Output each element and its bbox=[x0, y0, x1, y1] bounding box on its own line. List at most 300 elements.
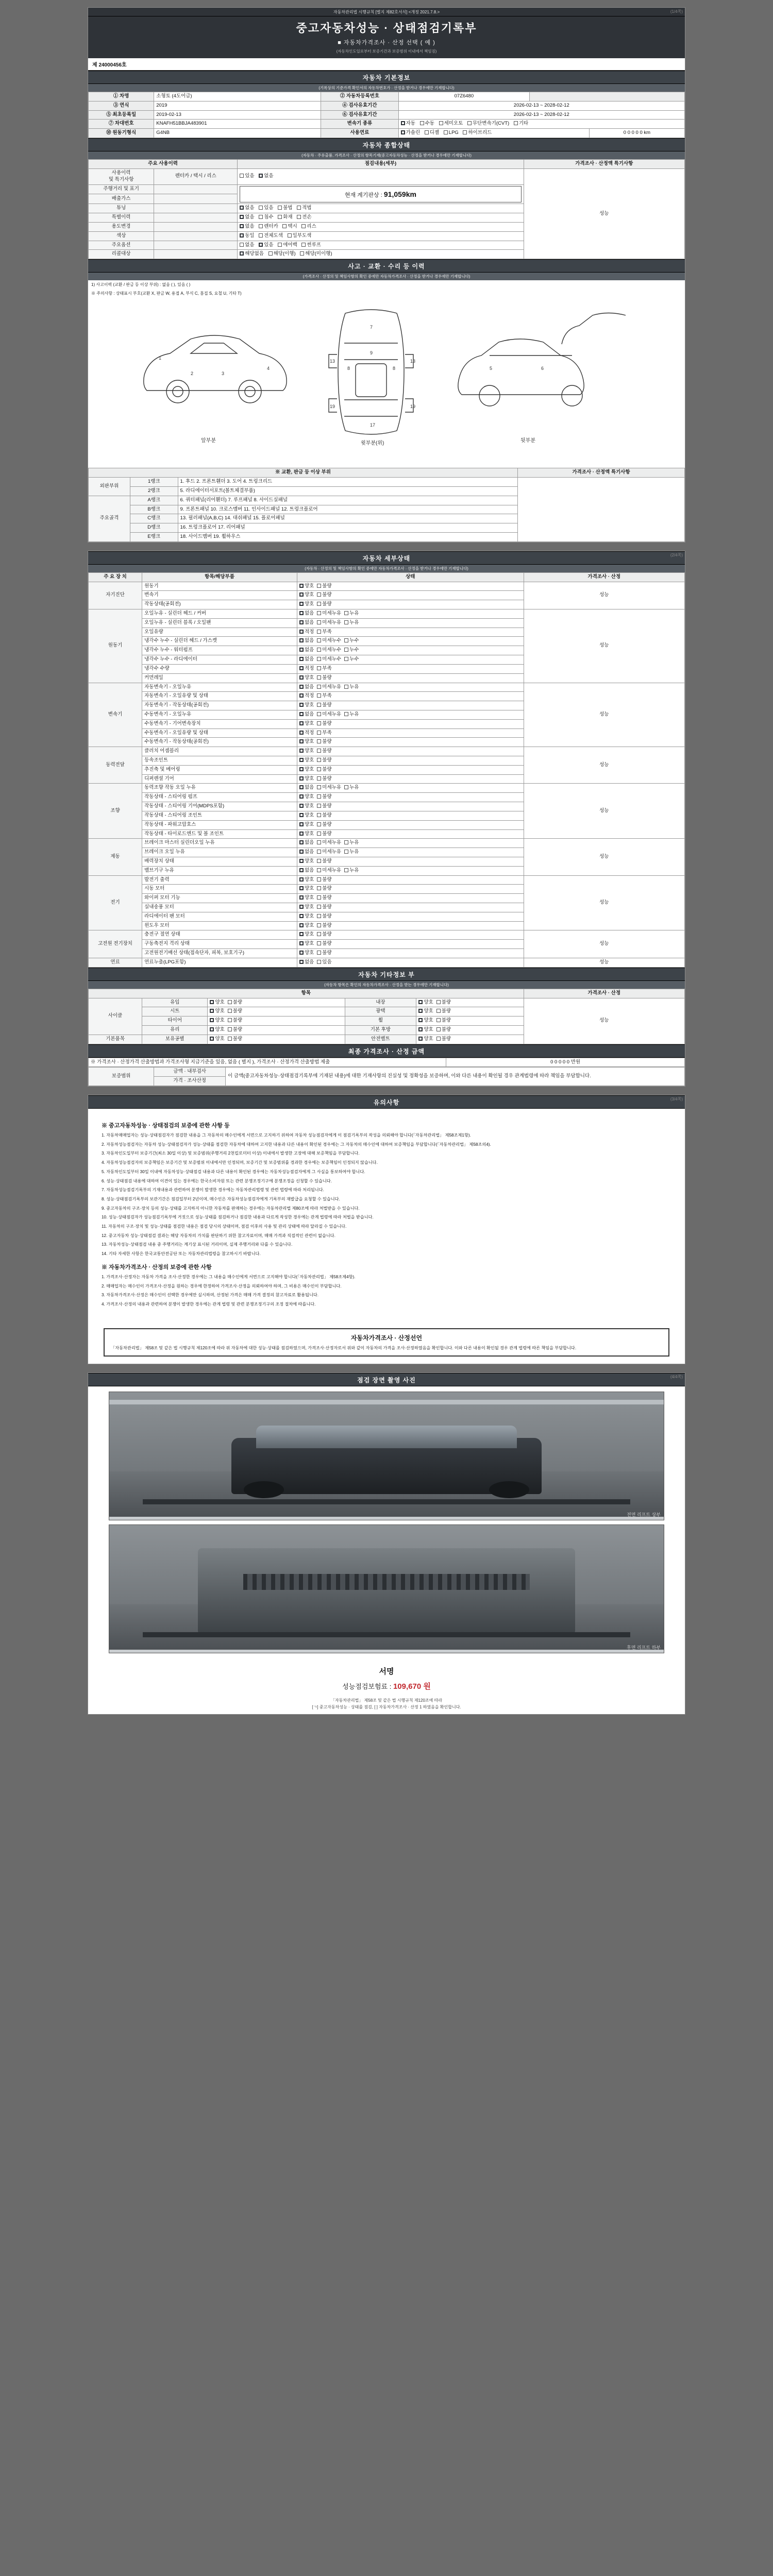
option-checkbox[interactable] bbox=[210, 999, 224, 1006]
transmission-option[interactable]: 자동 bbox=[401, 121, 415, 127]
checkbox-icon[interactable] bbox=[317, 731, 321, 735]
option-checkbox[interactable] bbox=[299, 803, 314, 810]
checkbox-icon[interactable] bbox=[317, 592, 321, 597]
option-checkbox[interactable] bbox=[317, 923, 331, 929]
checkbox-icon[interactable] bbox=[418, 1000, 423, 1004]
detail-group-label: 변속기 bbox=[89, 683, 142, 747]
option-checkbox[interactable] bbox=[228, 1008, 242, 1015]
checkbox-icon[interactable] bbox=[317, 620, 321, 624]
option-checkbox[interactable] bbox=[299, 592, 314, 599]
photo-lift-arm bbox=[143, 1632, 631, 1637]
option-checkbox[interactable] bbox=[317, 941, 331, 947]
option-checkbox[interactable] bbox=[436, 1027, 451, 1033]
option-checkbox[interactable] bbox=[299, 721, 314, 727]
option-checkbox[interactable] bbox=[317, 767, 331, 773]
checkbox-icon[interactable] bbox=[317, 675, 321, 680]
checkbox-icon[interactable] bbox=[299, 592, 304, 597]
fuel-option[interactable]: 디젤 bbox=[425, 130, 439, 137]
photo-floor-strip bbox=[109, 1650, 664, 1653]
checkbox-icon[interactable] bbox=[317, 905, 321, 909]
option-checkbox[interactable] bbox=[317, 868, 341, 874]
option-checkbox[interactable] bbox=[344, 849, 359, 856]
option-checkbox[interactable]: 해당(이행) bbox=[268, 251, 296, 258]
option-checkbox[interactable] bbox=[317, 711, 341, 718]
option-checkbox[interactable] bbox=[344, 711, 359, 718]
checkbox-icon[interactable] bbox=[299, 868, 304, 872]
option-checkbox[interactable] bbox=[317, 840, 341, 846]
checkbox-icon[interactable] bbox=[436, 1018, 441, 1022]
option-checkbox[interactable]: 없음 bbox=[240, 224, 254, 230]
checkbox-icon[interactable] bbox=[299, 923, 304, 927]
checkbox-icon[interactable] bbox=[299, 630, 304, 634]
option-checkbox[interactable]: 해당(미이행) bbox=[300, 251, 332, 258]
fuel-option[interactable]: 가솔린 bbox=[401, 130, 421, 137]
option-checkbox[interactable] bbox=[317, 620, 341, 626]
value-first-reg: 2019-02-13 bbox=[154, 110, 321, 120]
option-checkbox[interactable] bbox=[299, 858, 314, 865]
option-checkbox[interactable] bbox=[436, 1036, 451, 1043]
checkbox-icon[interactable] bbox=[299, 739, 304, 743]
option-checkbox[interactable]: 썬루프 bbox=[301, 242, 321, 249]
checkbox-icon[interactable] bbox=[317, 630, 321, 634]
option-label: 불량 bbox=[322, 757, 332, 764]
checkbox-icon[interactable] bbox=[344, 840, 348, 844]
option-checkbox[interactable] bbox=[317, 757, 331, 764]
checkbox-icon[interactable] bbox=[299, 638, 304, 642]
checkbox-icon[interactable] bbox=[418, 1027, 423, 1031]
option-checkbox[interactable]: 전체도색 bbox=[259, 233, 283, 240]
option-checkbox[interactable] bbox=[210, 1036, 224, 1043]
checkbox-icon[interactable] bbox=[299, 804, 304, 808]
checkbox-icon[interactable] bbox=[210, 1018, 214, 1022]
accident-note-2: ※ 주의사항 : 상태표시 부호(교환 X, 판금 W, 용접 A, 부식 C, 흠집 S, 요철 U, 기타 T) bbox=[91, 291, 242, 296]
option-checkbox[interactable] bbox=[344, 656, 359, 663]
option-checkbox[interactable] bbox=[436, 1008, 451, 1015]
checkbox-icon[interactable] bbox=[299, 767, 304, 771]
option-checkbox[interactable] bbox=[299, 620, 314, 626]
checkbox-icon[interactable] bbox=[344, 620, 348, 624]
option-label: 양호 bbox=[304, 950, 314, 956]
option-checkbox[interactable] bbox=[299, 812, 314, 819]
option-checkbox[interactable] bbox=[344, 611, 359, 617]
option-checkbox[interactable] bbox=[299, 776, 314, 783]
option-label: 양호 bbox=[304, 922, 314, 928]
checkbox-icon[interactable] bbox=[210, 1009, 214, 1013]
option-checkbox[interactable]: 적법 bbox=[297, 205, 311, 212]
option-checkbox[interactable] bbox=[210, 1027, 224, 1033]
checkbox-icon[interactable] bbox=[436, 1037, 441, 1041]
transmission-option[interactable]: 세미오토 bbox=[439, 121, 463, 127]
option-checkbox[interactable] bbox=[317, 592, 331, 599]
option-checkbox[interactable] bbox=[317, 748, 331, 755]
option-checkbox[interactable]: 침수 bbox=[259, 214, 273, 221]
checkbox-icon[interactable] bbox=[317, 767, 321, 771]
checkbox-icon[interactable] bbox=[299, 648, 304, 652]
option-checkbox[interactable] bbox=[317, 959, 331, 966]
option-checkbox[interactable] bbox=[299, 730, 314, 737]
option-checkbox[interactable] bbox=[299, 684, 314, 691]
option-checkbox[interactable] bbox=[317, 666, 331, 672]
option-label: 불량 bbox=[441, 1026, 451, 1032]
checkbox-icon[interactable] bbox=[299, 960, 304, 964]
option-checkbox[interactable] bbox=[299, 656, 314, 663]
checkbox-icon[interactable] bbox=[436, 1027, 441, 1031]
section-notice: 유의사항 bbox=[88, 1095, 685, 1109]
car-damage-diagram[interactable] bbox=[88, 298, 685, 468]
checkbox-icon[interactable] bbox=[317, 584, 321, 588]
option-checkbox[interactable] bbox=[299, 767, 314, 773]
checkbox-icon[interactable] bbox=[344, 785, 348, 789]
option-checkbox[interactable]: 없음 bbox=[240, 242, 254, 249]
option-checkbox[interactable] bbox=[344, 684, 359, 691]
option-label: 누유 bbox=[349, 785, 359, 791]
fuel-option[interactable]: LPG bbox=[444, 130, 459, 137]
checkbox-icon[interactable] bbox=[436, 1009, 441, 1013]
detail-item-options bbox=[297, 701, 524, 710]
option-checkbox[interactable]: 있음 bbox=[259, 205, 273, 212]
option-checkbox[interactable] bbox=[317, 702, 331, 709]
checkbox-icon[interactable] bbox=[317, 638, 321, 642]
checkbox-icon[interactable] bbox=[317, 850, 321, 854]
option-checkbox[interactable] bbox=[299, 583, 314, 590]
option-checkbox[interactable] bbox=[299, 702, 314, 709]
checkbox-icon[interactable] bbox=[317, 693, 321, 698]
option-checkbox[interactable]: 없음 bbox=[240, 214, 254, 221]
checkbox-icon[interactable] bbox=[317, 932, 321, 936]
checkbox-icon[interactable] bbox=[228, 1027, 232, 1031]
checkbox-icon[interactable] bbox=[299, 703, 304, 707]
checkbox-icon[interactable] bbox=[317, 712, 321, 716]
checkbox-icon[interactable] bbox=[299, 712, 304, 716]
option-checkbox[interactable] bbox=[344, 868, 359, 874]
option-checkbox[interactable] bbox=[299, 739, 314, 745]
option-checkbox[interactable] bbox=[228, 1036, 242, 1043]
option-checkbox[interactable] bbox=[299, 675, 314, 682]
checkbox-icon[interactable] bbox=[317, 859, 321, 863]
option-checkbox[interactable]: 불법 bbox=[278, 205, 292, 212]
option-checkbox[interactable]: 일부도색 bbox=[288, 233, 312, 240]
option-checkbox[interactable] bbox=[436, 1018, 451, 1024]
option-checkbox[interactable] bbox=[299, 877, 314, 884]
option-checkbox[interactable] bbox=[299, 794, 314, 801]
option-checkbox[interactable] bbox=[317, 803, 331, 810]
option-checkbox[interactable] bbox=[418, 1018, 433, 1024]
option-checkbox[interactable] bbox=[317, 950, 331, 957]
option-checkbox[interactable] bbox=[299, 757, 314, 764]
option-checkbox[interactable] bbox=[317, 831, 331, 838]
option-checkbox[interactable]: 해당없음 bbox=[240, 251, 264, 258]
option-checkbox[interactable] bbox=[299, 904, 314, 911]
checkbox-icon[interactable] bbox=[299, 840, 304, 844]
fuel-option[interactable]: 하이브리드 bbox=[463, 130, 492, 137]
detail-remark-cell: 성능 bbox=[524, 747, 684, 784]
option-checkbox[interactable] bbox=[317, 849, 341, 856]
checkbox-icon[interactable] bbox=[299, 813, 304, 817]
checkbox-icon[interactable] bbox=[344, 868, 348, 872]
car-diagram-svg[interactable] bbox=[129, 298, 644, 457]
checkbox-icon[interactable] bbox=[299, 666, 304, 670]
checkbox-icon[interactable] bbox=[228, 1037, 232, 1041]
checkbox-icon[interactable] bbox=[317, 749, 321, 753]
detail-item-options bbox=[297, 591, 524, 600]
option-checkbox[interactable] bbox=[317, 822, 331, 828]
checkbox-icon[interactable] bbox=[317, 666, 321, 670]
checkbox-icon[interactable] bbox=[317, 868, 321, 872]
option-checkbox[interactable] bbox=[344, 620, 359, 626]
checkbox-icon[interactable] bbox=[299, 693, 304, 698]
checkbox-icon[interactable] bbox=[299, 776, 304, 781]
checkbox-icon[interactable] bbox=[344, 657, 348, 661]
svg-text:8: 8 bbox=[393, 366, 396, 371]
checkbox-icon[interactable] bbox=[228, 1009, 232, 1013]
option-checkbox[interactable]: 동일 bbox=[240, 233, 254, 240]
option-checkbox[interactable] bbox=[317, 647, 341, 654]
checkbox-icon[interactable] bbox=[299, 721, 304, 725]
option-checkbox[interactable] bbox=[299, 941, 314, 947]
option-checkbox[interactable] bbox=[317, 877, 331, 884]
option-checkbox[interactable] bbox=[299, 711, 314, 718]
option-checkbox[interactable] bbox=[317, 812, 331, 819]
option-checkbox[interactable] bbox=[344, 647, 359, 654]
legend-rank: B랭크 bbox=[130, 505, 178, 514]
checkbox-icon[interactable] bbox=[299, 685, 304, 689]
option-checkbox[interactable]: 있음 bbox=[259, 242, 273, 249]
label-plate: ② 자동차등록번호 bbox=[321, 92, 398, 101]
checkbox-icon[interactable] bbox=[317, 951, 321, 955]
option-label: 없음 bbox=[304, 619, 314, 625]
checkbox-icon[interactable] bbox=[436, 1000, 441, 1004]
option-checkbox[interactable] bbox=[299, 959, 314, 966]
checkbox-icon[interactable] bbox=[299, 584, 304, 588]
checkbox-icon[interactable] bbox=[317, 895, 321, 900]
transmission-option[interactable]: 수동 bbox=[420, 121, 434, 127]
checkbox-icon[interactable] bbox=[299, 758, 304, 762]
option-checkbox[interactable] bbox=[299, 785, 314, 791]
option-checkbox[interactable] bbox=[299, 895, 314, 902]
checkbox-icon[interactable] bbox=[299, 886, 304, 890]
checkbox-icon[interactable] bbox=[299, 611, 304, 615]
other-col-item: 항목 bbox=[89, 989, 524, 998]
option-checkbox[interactable] bbox=[299, 840, 314, 846]
option-checkbox[interactable] bbox=[299, 822, 314, 828]
checkbox-icon[interactable] bbox=[299, 951, 304, 955]
checkbox-icon[interactable] bbox=[299, 749, 304, 753]
label-blank-1 bbox=[530, 92, 685, 101]
option-checkbox[interactable] bbox=[228, 999, 242, 1006]
option-checkbox[interactable] bbox=[436, 999, 451, 1006]
option-checkbox[interactable] bbox=[299, 629, 314, 636]
option-checkbox[interactable] bbox=[299, 693, 314, 700]
checkbox-icon[interactable] bbox=[317, 804, 321, 808]
detail-item-options bbox=[297, 628, 524, 637]
option-checkbox[interactable] bbox=[317, 858, 331, 865]
checkbox-icon[interactable] bbox=[299, 941, 304, 945]
option-checkbox[interactable]: 에어백 bbox=[278, 242, 297, 249]
checkbox-icon[interactable] bbox=[317, 941, 321, 945]
option-checkbox[interactable] bbox=[344, 638, 359, 645]
checkbox-icon[interactable] bbox=[344, 850, 348, 854]
checkbox-icon[interactable] bbox=[317, 776, 321, 781]
option-checkbox[interactable]: 택시 bbox=[282, 224, 297, 230]
checkbox-icon[interactable] bbox=[299, 914, 304, 918]
option-checkbox[interactable] bbox=[317, 601, 331, 608]
checkbox-icon[interactable] bbox=[317, 648, 321, 652]
option-checkbox[interactable]: 렌터카 bbox=[259, 224, 278, 230]
option-checkbox[interactable] bbox=[317, 776, 331, 783]
option-checkbox[interactable] bbox=[299, 638, 314, 645]
checkbox-icon[interactable] bbox=[317, 923, 321, 927]
page-title: 중고자동차성능 · 상태점검기록부 bbox=[296, 22, 477, 35]
option-checkbox[interactable]: 리스 bbox=[301, 224, 316, 230]
checkbox-icon[interactable] bbox=[299, 657, 304, 661]
option-checkbox[interactable] bbox=[317, 684, 341, 691]
checkbox-icon[interactable] bbox=[299, 620, 304, 624]
value-vin: KNAFH51BBJA483901 bbox=[154, 120, 321, 129]
detail-item-options bbox=[297, 673, 524, 683]
checkbox-icon[interactable] bbox=[299, 794, 304, 799]
option-checkbox[interactable] bbox=[317, 638, 341, 645]
option-checkbox[interactable] bbox=[228, 1027, 242, 1033]
option-checkbox[interactable] bbox=[317, 629, 331, 636]
checkbox-icon[interactable] bbox=[317, 685, 321, 689]
checkbox-icon[interactable] bbox=[344, 611, 348, 615]
checkbox-icon[interactable] bbox=[317, 813, 321, 817]
checkbox-icon[interactable] bbox=[299, 850, 304, 854]
checkbox-icon[interactable] bbox=[317, 758, 321, 762]
option-checkbox[interactable] bbox=[299, 950, 314, 957]
checkbox-icon[interactable] bbox=[299, 895, 304, 900]
transmission-option[interactable]: 무단변속기(CVT) bbox=[467, 121, 509, 127]
checkbox-icon[interactable] bbox=[299, 731, 304, 735]
checkbox-icon[interactable] bbox=[317, 960, 321, 964]
detail-remark-cell: 성능 bbox=[524, 930, 684, 958]
checkbox-icon[interactable] bbox=[317, 886, 321, 890]
option-checkbox[interactable] bbox=[418, 1008, 433, 1015]
checkbox-icon[interactable] bbox=[317, 877, 321, 882]
checkbox-icon[interactable] bbox=[299, 932, 304, 936]
option-checkbox[interactable] bbox=[344, 785, 359, 791]
option-checkbox[interactable] bbox=[317, 794, 331, 801]
detail-group-label: 연료 bbox=[89, 958, 142, 967]
option-checkbox[interactable] bbox=[210, 1008, 224, 1015]
option-checkbox[interactable] bbox=[299, 868, 314, 874]
checkbox-icon[interactable] bbox=[299, 877, 304, 882]
checkbox-icon[interactable] bbox=[299, 675, 304, 680]
option-checkbox[interactable]: 있음 bbox=[240, 173, 254, 180]
option-checkbox[interactable] bbox=[228, 1018, 242, 1024]
option-checkbox[interactable] bbox=[299, 849, 314, 856]
option-checkbox[interactable] bbox=[210, 1018, 224, 1024]
checkbox-icon[interactable] bbox=[317, 611, 321, 615]
option-checkbox[interactable] bbox=[317, 675, 331, 682]
option-checkbox[interactable] bbox=[418, 1027, 433, 1033]
option-checkbox[interactable] bbox=[299, 831, 314, 838]
option-checkbox[interactable] bbox=[299, 666, 314, 672]
checkbox-icon[interactable] bbox=[317, 602, 321, 606]
option-checkbox[interactable] bbox=[299, 611, 314, 617]
checkbox-icon[interactable] bbox=[317, 832, 321, 836]
detail-item-options bbox=[297, 875, 524, 885]
option-checkbox[interactable] bbox=[299, 647, 314, 654]
option-checkbox[interactable] bbox=[317, 583, 331, 590]
checkbox-icon[interactable] bbox=[210, 1000, 214, 1004]
checkbox-icon[interactable] bbox=[344, 638, 348, 642]
checkbox-icon[interactable] bbox=[344, 685, 348, 689]
option-checkbox[interactable]: 없음 bbox=[240, 205, 254, 212]
checkbox-icon[interactable] bbox=[344, 712, 348, 716]
checkbox-icon[interactable] bbox=[210, 1037, 214, 1041]
option-checkbox[interactable] bbox=[317, 693, 331, 700]
option-checkbox[interactable] bbox=[317, 739, 331, 745]
section-detail-state-note: (자동차 · 산정의 및 책임사항의 확인 중에만 자동차가격조사 · 산정을 받거나 경우에만 기재합니다) bbox=[88, 565, 685, 572]
checkbox-icon[interactable] bbox=[228, 1018, 232, 1022]
option-label: 양호 bbox=[304, 904, 314, 910]
option-checkbox[interactable]: 없음 bbox=[259, 173, 273, 180]
checkbox-icon[interactable] bbox=[317, 794, 321, 799]
option-checkbox[interactable]: 화재 bbox=[278, 214, 292, 221]
option-checkbox[interactable] bbox=[299, 913, 314, 920]
option-checkbox[interactable] bbox=[317, 913, 331, 920]
option-label: 미세누유 bbox=[322, 619, 342, 625]
section-final-price: 최종 가격조사 · 산정 금액 bbox=[88, 1044, 685, 1058]
checkbox-icon[interactable] bbox=[418, 1037, 423, 1041]
checkbox-icon[interactable] bbox=[299, 785, 304, 789]
option-checkbox[interactable] bbox=[418, 1036, 433, 1043]
option-checkbox[interactable] bbox=[299, 886, 314, 892]
table-row bbox=[89, 129, 685, 138]
checkbox-icon[interactable] bbox=[344, 648, 348, 652]
checkbox-icon[interactable] bbox=[418, 1009, 423, 1013]
option-checkbox[interactable]: 전손 bbox=[297, 214, 311, 221]
checkbox-icon[interactable] bbox=[299, 905, 304, 909]
option-checkbox[interactable] bbox=[317, 611, 341, 617]
option-checkbox[interactable] bbox=[317, 895, 331, 902]
checkbox-icon[interactable] bbox=[317, 721, 321, 725]
checkbox-icon[interactable] bbox=[317, 840, 321, 844]
checkbox-icon[interactable] bbox=[317, 822, 321, 826]
option-checkbox[interactable] bbox=[299, 931, 314, 938]
option-checkbox[interactable] bbox=[317, 785, 341, 791]
checkbox-icon[interactable] bbox=[317, 739, 321, 743]
checkbox-icon[interactable] bbox=[418, 1018, 423, 1022]
option-checkbox[interactable] bbox=[418, 999, 433, 1006]
option-checkbox[interactable] bbox=[299, 748, 314, 755]
option-checkbox[interactable] bbox=[317, 904, 331, 911]
checkbox-icon[interactable] bbox=[299, 859, 304, 863]
option-checkbox[interactable] bbox=[317, 721, 331, 727]
option-checkbox[interactable] bbox=[299, 601, 314, 608]
option-checkbox[interactable] bbox=[344, 840, 359, 846]
option-checkbox[interactable] bbox=[299, 923, 314, 929]
checkbox-icon[interactable] bbox=[228, 1000, 232, 1004]
table-row bbox=[89, 784, 685, 793]
option-checkbox[interactable] bbox=[317, 931, 331, 938]
checkbox-icon[interactable] bbox=[317, 657, 321, 661]
transmission-option[interactable]: 기타 bbox=[514, 121, 528, 127]
option-checkbox[interactable] bbox=[317, 730, 331, 737]
checkbox-icon[interactable] bbox=[299, 602, 304, 606]
option-checkbox[interactable] bbox=[317, 656, 341, 663]
checkbox-icon[interactable] bbox=[317, 914, 321, 918]
checkbox-icon[interactable] bbox=[299, 832, 304, 836]
checkbox-icon[interactable] bbox=[317, 703, 321, 707]
detail-item-options bbox=[297, 765, 524, 774]
checkbox-icon[interactable] bbox=[317, 785, 321, 789]
option-label: 불량 bbox=[441, 1018, 451, 1024]
option-checkbox[interactable] bbox=[317, 886, 331, 892]
checkbox-icon[interactable] bbox=[210, 1027, 214, 1031]
checkbox-icon[interactable] bbox=[299, 822, 304, 826]
